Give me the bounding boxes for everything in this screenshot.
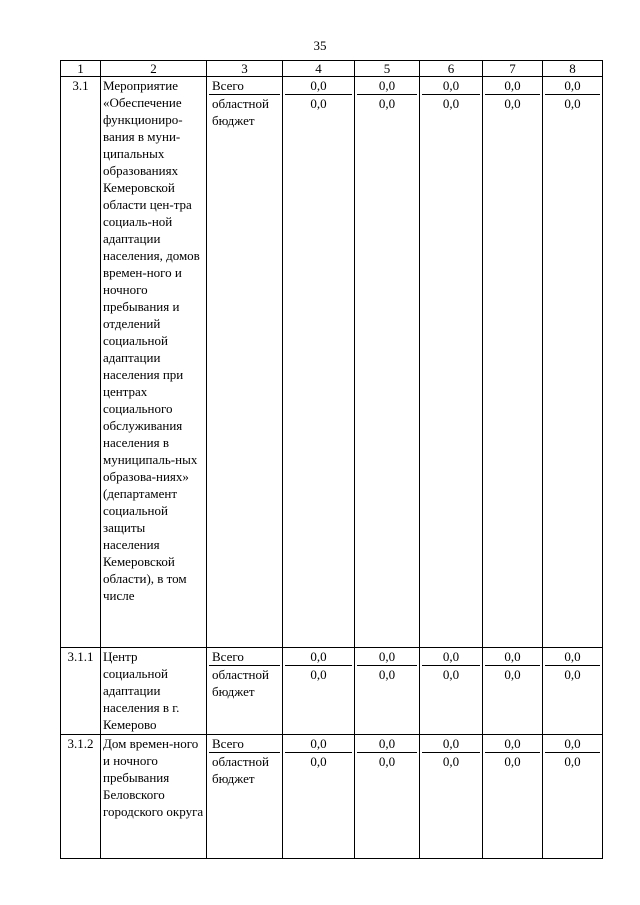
- row-name: Центр социальной адаптации населения в г. Кемерово: [101, 648, 207, 735]
- value-regional: 0,0: [378, 96, 396, 111]
- source-regional: областной бюджет: [212, 754, 269, 786]
- table-row: [61, 735, 603, 859]
- page-number: 35: [313, 38, 327, 53]
- budget-table: [60, 60, 603, 859]
- value-regional: 0,0: [504, 754, 521, 769]
- value-cell: [543, 648, 603, 735]
- table-row: [61, 648, 603, 735]
- header-cell: 8: [543, 61, 603, 77]
- header-cell: 6: [420, 61, 483, 77]
- header-cell: 7: [483, 61, 543, 77]
- value-total: 0,0: [545, 648, 600, 666]
- value-cell: [483, 735, 543, 859]
- value-cell: [543, 77, 603, 648]
- value-cell: [420, 735, 483, 859]
- value-cell: [355, 735, 420, 859]
- value-cell: [355, 77, 420, 648]
- value-cell: [483, 648, 543, 735]
- value-cell: [355, 648, 420, 735]
- header-cell: 5: [355, 61, 420, 77]
- value-regional: 0,0: [442, 96, 460, 111]
- value-total: 0,0: [545, 77, 600, 95]
- source-regional: областной бюджет: [212, 96, 269, 128]
- value-total: 0,0: [545, 735, 600, 753]
- funding-source: [207, 77, 283, 648]
- value-total: 0,0: [357, 648, 417, 666]
- value-regional: 0,0: [310, 754, 327, 769]
- header-cell: 2: [101, 61, 207, 77]
- value-total: 0,0: [485, 648, 540, 666]
- value-cell: [283, 77, 355, 648]
- value-total: 0,0: [485, 735, 540, 753]
- value-total: 0,0: [285, 648, 352, 666]
- table-row: [61, 77, 603, 648]
- source-total: Всего: [209, 648, 280, 666]
- header-row: [61, 61, 603, 77]
- source-total: Всего: [209, 735, 280, 753]
- header-cell: 4: [283, 61, 355, 77]
- value-total: 0,0: [422, 735, 480, 753]
- header-cell: 1: [61, 61, 101, 77]
- value-total: 0,0: [285, 735, 352, 753]
- value-cell: [420, 648, 483, 735]
- row-name: Дом времен-ного и ночного пребывания Беловского городского округа: [101, 735, 207, 859]
- value-total: 0,0: [285, 77, 352, 95]
- value-regional: 0,0: [442, 667, 460, 682]
- value-cell: [283, 735, 355, 859]
- value-total: 0,0: [357, 735, 417, 753]
- value-regional: 0,0: [564, 667, 581, 682]
- source-total: Всего: [209, 77, 280, 95]
- value-regional: 0,0: [378, 754, 396, 769]
- value-regional: 0,0: [442, 754, 460, 769]
- funding-source: [207, 735, 283, 859]
- value-cell: [483, 77, 543, 648]
- row-number: 3.1: [61, 77, 101, 648]
- row-number: 3.1.1: [61, 648, 101, 735]
- value-regional: 0,0: [378, 667, 396, 682]
- row-number: 3.1.2: [61, 735, 101, 859]
- value-total: 0,0: [422, 648, 480, 666]
- row-name: Мероприятие «Обеспечение функциониро-вания в муни-ципальных образованиях Кемеровской области цен-тра социаль-ной адаптации населения, домов времен-ного и ночного пребывания и отделений социальной адаптации населения при центрах социального обслуживания населения в муниципаль-ных образова-ниях» (департамент социальной защиты населения Кемеровской области), в том числе: [101, 77, 207, 648]
- value-regional: 0,0: [310, 96, 327, 111]
- value-total: 0,0: [357, 77, 417, 95]
- value-regional: 0,0: [564, 96, 581, 111]
- source-regional: областной бюджет: [212, 667, 269, 699]
- value-total: 0,0: [422, 77, 480, 95]
- value-cell: [283, 648, 355, 735]
- value-regional: 0,0: [564, 754, 581, 769]
- value-regional: 0,0: [310, 667, 327, 682]
- funding-source: [207, 648, 283, 735]
- value-cell: [543, 735, 603, 859]
- value-regional: 0,0: [504, 667, 521, 682]
- value-regional: 0,0: [504, 96, 521, 111]
- header-cell: 3: [207, 61, 283, 77]
- value-cell: [420, 77, 483, 648]
- value-total: 0,0: [485, 77, 540, 95]
